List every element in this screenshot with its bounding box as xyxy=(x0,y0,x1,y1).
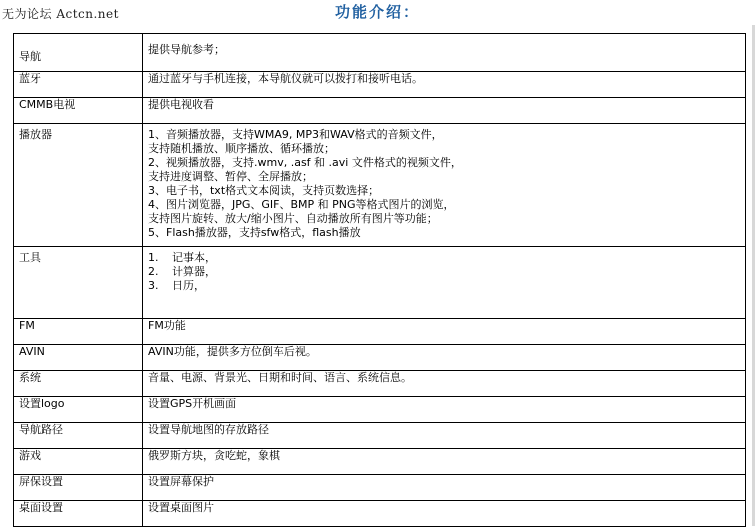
feature-name: 工具 xyxy=(14,247,143,319)
feature-description: FM功能 xyxy=(143,319,746,345)
list-item-text: 记事本， xyxy=(172,251,216,264)
feature-name: 游戏 xyxy=(14,449,143,475)
feature-description: 1、音频播放器，支持WMA9, MP3和WAV格式的音频文件， 支持随机播放、顺序播放、循环播放； 2、视频播放器，支持.wmv, .asf 和 .avi 文件格式的视频文件， 支持进度调整、暂停、全屏播放； 3、电子书，txt格式文本阅读，支持页数选择； 4、图片浏览器，JPG、GIF、BMP 和 PNG等格式图片的浏览， 支持图片旋转、放大/缩小图片、自动播放所有图片等功能； 5、Flash播放器，支持sfw格式，flash播放 xyxy=(143,124,746,247)
feature-description: 设置导航地图的存放路径 xyxy=(143,423,746,449)
feature-name: AVIN xyxy=(14,345,143,371)
feature-name: 桌面设置 xyxy=(14,501,143,527)
list-item xyxy=(148,265,740,279)
list-item-text: 日历， xyxy=(172,279,205,292)
feature-description: 音量、电源、背景光、日期和时间、语言、系统信息。 xyxy=(143,371,746,397)
table-row xyxy=(14,397,746,423)
page-title: 功能介绍： xyxy=(334,3,420,21)
table-row xyxy=(14,475,746,501)
feature-name: CMMB电视 xyxy=(14,98,143,124)
tools-list xyxy=(148,251,740,293)
feature-description: 通过蓝牙与手机连接，本导航仪就可以拨打和接听电话。 xyxy=(143,72,746,98)
table-row xyxy=(14,345,746,371)
list-item-number: 1. xyxy=(148,251,159,264)
list-item-number: 2. xyxy=(148,265,159,278)
table-row xyxy=(14,98,746,124)
feature-name: 设置logo xyxy=(14,397,143,423)
list-item-number: 3. xyxy=(148,279,159,292)
feature-description: 设置桌面图片 xyxy=(143,501,746,527)
table-row xyxy=(14,124,746,247)
feature-table xyxy=(13,33,746,527)
feature-description: 提供电视收看 xyxy=(143,98,746,124)
feature-name: FM xyxy=(14,319,143,345)
table-row xyxy=(14,501,746,527)
feature-name: 系统 xyxy=(14,371,143,397)
feature-description: 提供导航参考； xyxy=(143,34,746,72)
feature-name: 蓝牙 xyxy=(14,72,143,98)
table-row xyxy=(14,423,746,449)
feature-name: 屏保设置 xyxy=(14,475,143,501)
feature-description: 设置屏幕保护 xyxy=(143,475,746,501)
list-item-text: 计算器， xyxy=(172,265,216,278)
feature-name: 导航路径 xyxy=(14,423,143,449)
watermark-text: 无为论坛 Actcn.net xyxy=(2,7,119,21)
table-row xyxy=(14,34,746,72)
feature-description: AVIN功能，提供多方位倒车后视。 xyxy=(143,345,746,371)
list-item xyxy=(148,279,740,293)
feature-name: 导航 xyxy=(14,34,143,72)
feature-description xyxy=(143,247,746,319)
table-row xyxy=(14,319,746,345)
feature-description: 俄罗斯方块，贪吃蛇，象棋 xyxy=(143,449,746,475)
table-row xyxy=(14,371,746,397)
feature-description: 设置GPS开机画面 xyxy=(143,397,746,423)
table-row xyxy=(14,72,746,98)
table-row xyxy=(14,247,746,319)
feature-name: 播放器 xyxy=(14,124,143,247)
list-item xyxy=(148,251,740,265)
table-row xyxy=(14,449,746,475)
